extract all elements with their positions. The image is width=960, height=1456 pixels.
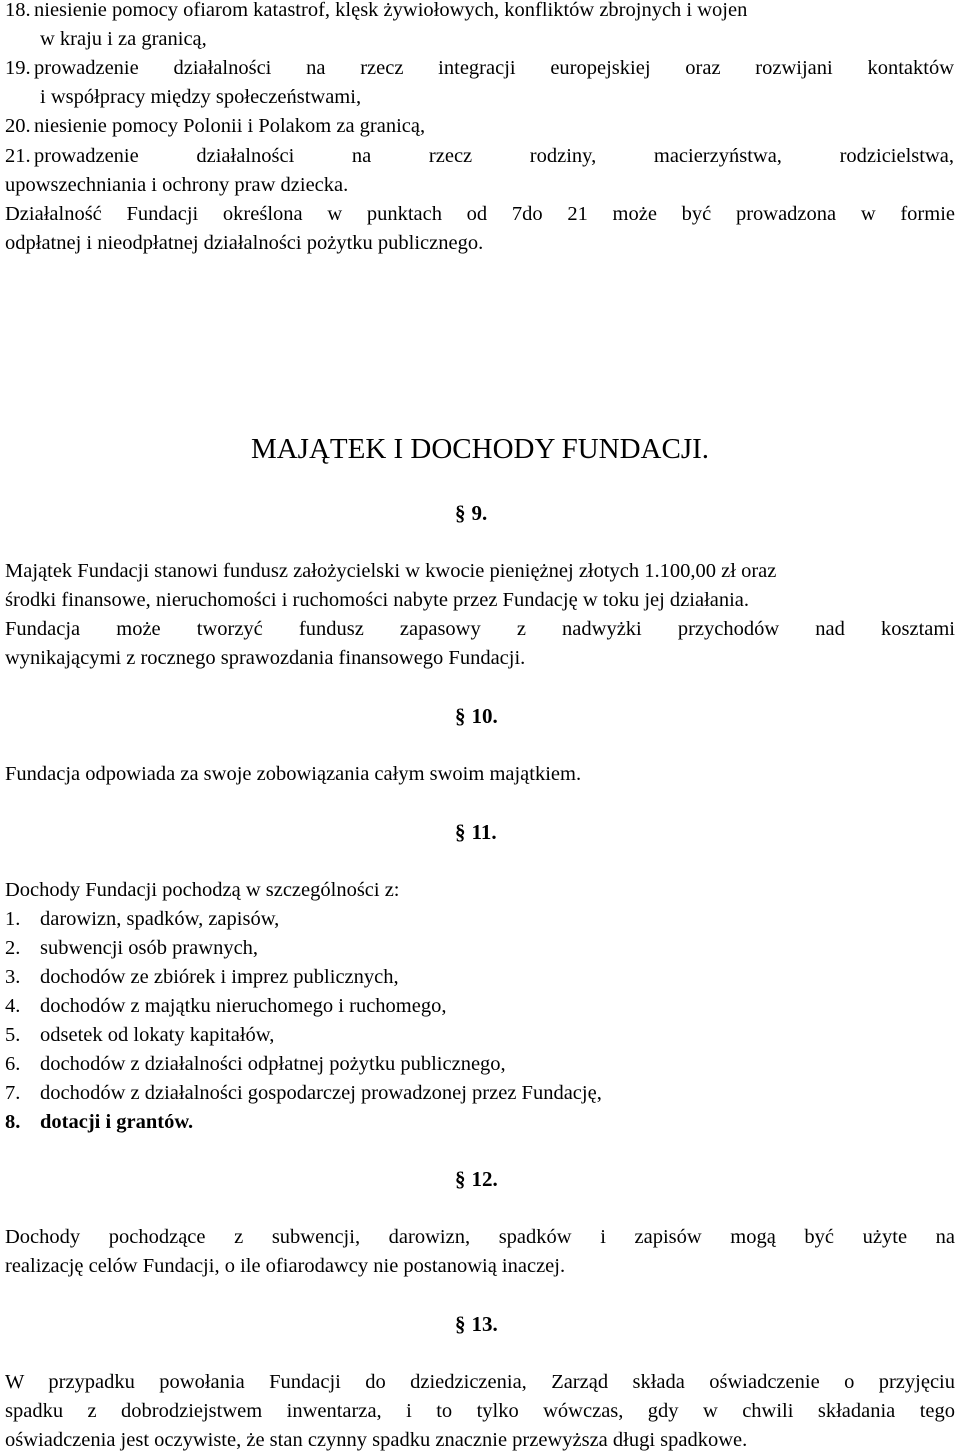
section-number: 11. — [471, 820, 497, 844]
list-item — [5, 1079, 602, 1108]
list-item-18 — [5, 0, 747, 25]
intro-paragraph-line-2: odpłatnej i nieodpłatnej działalności pożytku publicznego. — [5, 232, 484, 254]
chapter-heading: MAJĄTEK I DOCHODY FUNDACJI. — [250, 433, 710, 465]
list-item-text: prowadzenie działalności na rzecz rodziny, macierzyństwa, rodzicielstwa, — [34, 145, 954, 167]
section-number: 13. — [471, 1312, 498, 1336]
list-item-number: 7. — [5, 1082, 21, 1104]
section-symbol: § — [455, 1312, 466, 1336]
section-12-line-1: Dochody pochodzące z subwencji, darowizn, spadków i zapisów mogą być użyte na — [5, 1226, 955, 1248]
list-item-number: 20. — [5, 115, 31, 137]
list-item — [5, 992, 602, 1021]
list-item-text: prowadzenie działalności na rzecz integracji europejskiej oraz rozwijani kontaktów — [34, 57, 954, 79]
section-9-line-3: Fundacja może tworzyć fundusz zapasowy z nadwyżki przychodów nad kosztami — [5, 618, 955, 640]
section-heading-10 — [455, 702, 498, 731]
list-item-text: niesienie pomocy Polonii i Polakom za granicą, — [34, 115, 426, 137]
list-item-21 — [5, 142, 954, 171]
list-item — [5, 1050, 602, 1079]
list-item-text: dochodów ze zbiórek i imprez publicznych, — [40, 966, 399, 988]
list-item-19 — [5, 54, 954, 83]
section-12-line-2: realizację celów Fundacji, o ile ofiarodawcy nie postanowią inaczej. — [5, 1255, 566, 1277]
section-13-line-3: oświadczenia jest oczywiste, że stan czynny spadku znacznie przewyższa długi spadkowe. — [5, 1429, 748, 1451]
list-item-text: odsetek od lokaty kapitałów, — [40, 1024, 275, 1046]
section-symbol: § — [455, 501, 466, 525]
section-9-line-4: wynikającymi z rocznego sprawozdania finansowego Fundacji. — [5, 647, 526, 669]
list-item-number: 21. — [5, 145, 31, 167]
list-item — [5, 1021, 602, 1050]
section-symbol: § — [455, 704, 466, 728]
section-heading-12 — [455, 1165, 498, 1194]
section-heading-13 — [455, 1310, 498, 1339]
list-item-number: 3. — [5, 966, 21, 988]
list-item-text: niesienie pomocy ofiarom katastrof, klęsk żywiołowych, konfliktów zbrojnych i wojen — [34, 0, 748, 21]
list-item-20 — [5, 112, 425, 141]
list-item — [5, 934, 602, 963]
section-10-line-1: Fundacja odpowiada za swoje zobowiązania całym swoim majątkiem. — [5, 763, 582, 785]
section-9-line-1: Majątek Fundacji stanowi fundusz założycielski w kwocie pieniężnej złotych 1.100,00 zł oraz — [5, 560, 777, 582]
section-heading-9 — [455, 499, 487, 528]
list-item-continuation: upowszechniania i ochrony praw dziecka. — [5, 174, 349, 196]
list-item-text: dochodów z działalności gospodarczej prowadzonej przez Fundację, — [40, 1082, 602, 1104]
list-item — [5, 1108, 602, 1137]
list-item — [5, 963, 602, 992]
section-number: 12. — [471, 1167, 498, 1191]
section-13-line-1: W przypadku powołania Fundacji do dziedziczenia, Zarząd składa oświadczenie o przyjęciu — [5, 1371, 955, 1393]
list-item-text: darowizn, spadków, zapisów, — [40, 908, 280, 930]
list-item-number: 19. — [5, 57, 31, 79]
section-heading-11 — [455, 818, 497, 847]
section-symbol: § — [455, 1167, 466, 1191]
income-sources-list — [5, 905, 602, 1137]
section-11-intro: Dochody Fundacji pochodzą w szczególności z: — [5, 879, 400, 901]
list-item — [5, 905, 602, 934]
list-item-continuation: w kraju i za granicą, — [40, 28, 207, 50]
list-item-number: 2. — [5, 937, 21, 959]
list-item-text: dochodów z majątku nieruchomego i ruchomego, — [40, 995, 447, 1017]
section-symbol: § — [455, 820, 466, 844]
section-13-line-2: spadku z dobrodziejstwem inwentarza, i to tylko wówczas, gdy w chwili składania tego — [5, 1400, 955, 1422]
list-item-number: 6. — [5, 1053, 21, 1075]
list-item-text: subwencji osób prawnych, — [40, 937, 259, 959]
list-item-text: dotacji i grantów. — [40, 1111, 194, 1133]
list-item-number: 1. — [5, 908, 21, 930]
section-number: 10. — [471, 704, 498, 728]
list-item-text: dochodów z działalności odpłatnej pożytku publicznego, — [40, 1053, 506, 1075]
list-item-number: 18. — [5, 0, 31, 21]
section-9-line-2: środki finansowe, nieruchomości i ruchomości nabyte przez Fundację w toku jej działania. — [5, 589, 750, 611]
intro-paragraph-line-1: Działalność Fundacji określona w punktach od 7do 21 może być prowadzona w formie — [5, 203, 955, 225]
list-item-number: 5. — [5, 1024, 21, 1046]
list-item-number: 4. — [5, 995, 21, 1017]
list-item-number: 8. — [5, 1111, 21, 1133]
list-item-continuation: i współpracy między społeczeństwami, — [40, 86, 362, 108]
section-number: 9. — [471, 501, 488, 525]
